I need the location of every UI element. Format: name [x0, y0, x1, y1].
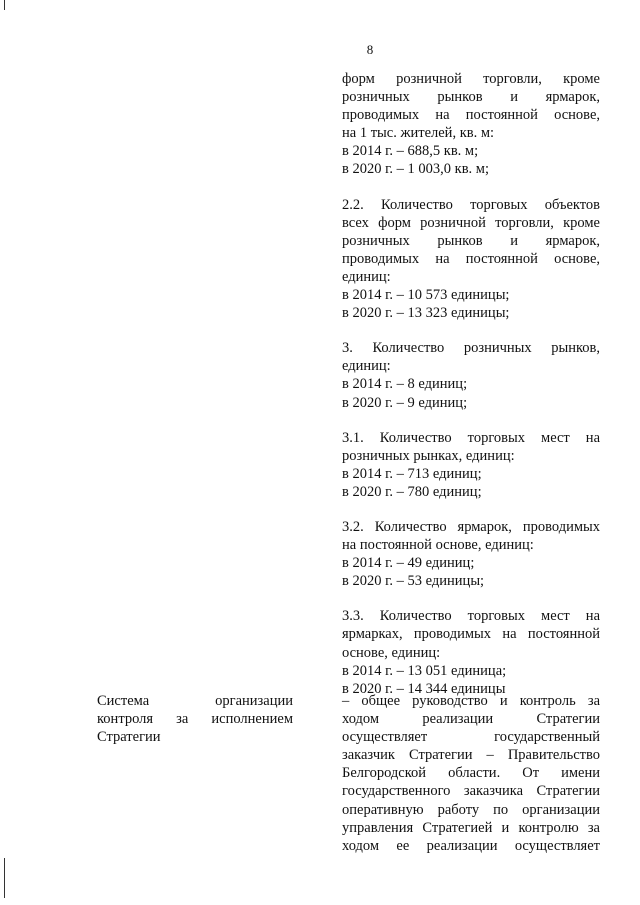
- text-line: 2.2. Количество торговых объектов: [342, 196, 600, 213]
- text-line: в 2014 г. – 49 единиц;: [342, 555, 475, 572]
- text-line: Белгородской области. От имени: [342, 765, 600, 782]
- text-line: в 2014 г. – 688,5 кв. м;: [342, 143, 479, 160]
- text-line: в 2020 г. – 14 344 единицы: [342, 680, 506, 697]
- text-line: ярмарках, проводимых на постоянной: [342, 626, 600, 643]
- text-line: – общее руководство и контроль за: [342, 693, 600, 709]
- text-line: розничных рынков и ярмарок,: [342, 232, 600, 249]
- text-line: управления Стратегией и контролю за: [342, 819, 600, 836]
- text-line: заказчик Стратегии – Правительство: [342, 747, 600, 764]
- text-line: на 1 тыс. жителей, кв. м:: [342, 125, 495, 142]
- text-line: на постоянной основе, единиц:: [342, 537, 534, 554]
- indicators-column: [342, 70, 600, 715]
- text-line: проводимых на постоянной основе,: [342, 107, 600, 124]
- control-system-text: [342, 692, 600, 855]
- text-line: 3.3. Количество торговых мест на: [342, 608, 600, 625]
- text-line: розничных рынках, единиц:: [342, 447, 515, 464]
- text-line: в 2020 г. – 780 единиц;: [342, 483, 482, 500]
- text-line: в 2014 г. – 713 единиц;: [342, 465, 482, 482]
- text-line: 3.2. Количество ярмарок, проводимых: [342, 518, 600, 535]
- text-line: в 2014 г. – 8 единиц;: [342, 376, 468, 393]
- control-paragraph: [342, 692, 600, 855]
- margin-mark-top: [4, 0, 5, 10]
- text-line: 3.1. Количество торговых мест на: [342, 429, 600, 446]
- indicator-3-3: [342, 607, 600, 697]
- text-line: осуществляет государственный: [342, 729, 600, 746]
- label-line: контроля за исполнением: [97, 711, 293, 728]
- control-system-label: [97, 692, 293, 746]
- page-number: 8: [366, 42, 374, 57]
- label-line: Стратегии: [97, 729, 161, 746]
- text-line: в 2014 г. – 13 051 единица;: [342, 662, 507, 679]
- indicator-3: [342, 339, 600, 411]
- text-line: проводимых на постоянной основе,: [342, 250, 600, 267]
- text-line: ходом реализации Стратегии: [342, 711, 600, 728]
- text-line: единиц:: [342, 358, 391, 375]
- text-line: в 2014 г. – 10 573 единицы;: [342, 287, 510, 304]
- margin-mark-bottom: [4, 858, 5, 898]
- text-line: розничных рынков и ярмарок,: [342, 89, 600, 106]
- label-line: Система организации: [97, 693, 293, 709]
- indicator-3-1: [342, 429, 600, 501]
- indicator-2-2: [342, 196, 600, 323]
- text-line: всех форм розничной торговли, кроме: [342, 214, 600, 231]
- text-line: основе, единиц:: [342, 644, 441, 661]
- text-line: в 2020 г. – 1 003,0 кв. м;: [342, 161, 490, 178]
- text-line: в 2020 г. – 13 323 единицы;: [342, 305, 510, 322]
- text-line: 3. Количество розничных рынков,: [342, 340, 600, 357]
- text-line: оперативную работу по организации: [342, 801, 600, 818]
- indicator-3-2: [342, 518, 600, 590]
- text-line: государственного заказчика Стратегии: [342, 783, 600, 800]
- indicator-continuation: [342, 70, 600, 179]
- text-line: в 2020 г. – 9 единиц;: [342, 394, 468, 411]
- text-line: единиц:: [342, 268, 391, 285]
- text-line: форм розничной торговли, кроме: [342, 71, 600, 87]
- text-line: ходом ее реализации осуществляет: [342, 837, 600, 854]
- text-line: в 2020 г. – 53 единицы;: [342, 573, 485, 590]
